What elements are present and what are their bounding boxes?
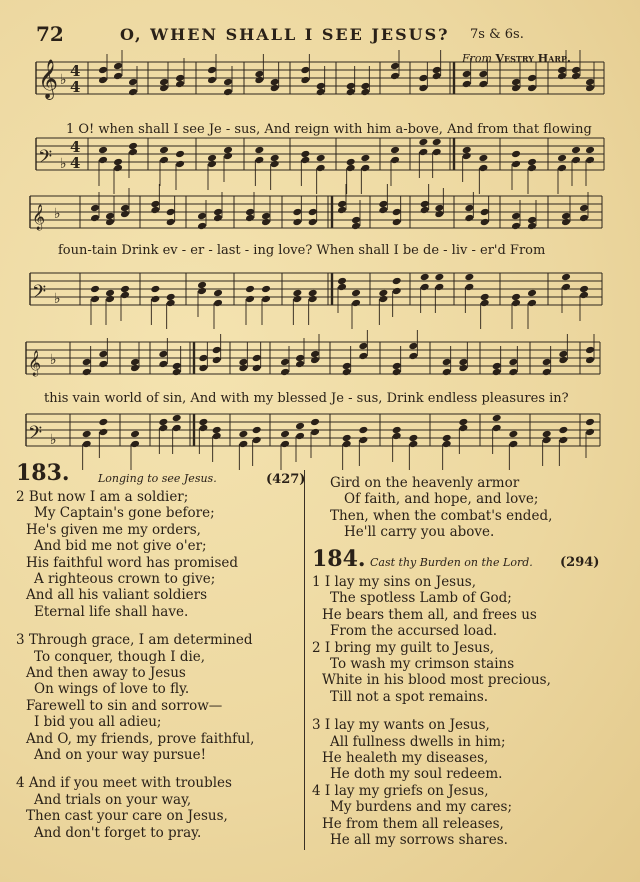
note-head bbox=[558, 350, 568, 359]
verse-line: Farewell to sin and sorrow— bbox=[26, 697, 223, 714]
verse-line: He doth my soul redeem. bbox=[330, 766, 503, 783]
note-head bbox=[478, 154, 488, 163]
page-number: 72 bbox=[36, 22, 64, 46]
note-head bbox=[392, 287, 402, 296]
note-head bbox=[418, 84, 428, 93]
note-head bbox=[197, 222, 207, 231]
verse-line: My Captain's gone before; bbox=[34, 505, 215, 522]
verse-line: He's given me my orders, bbox=[26, 521, 201, 538]
time-signature-bottom: 4 bbox=[70, 154, 81, 172]
flat-sign: ♭ bbox=[60, 72, 67, 88]
note-head bbox=[527, 299, 537, 308]
note-head bbox=[90, 204, 100, 213]
note-head bbox=[197, 212, 207, 221]
note-head bbox=[150, 295, 160, 304]
note-head bbox=[337, 277, 347, 286]
note-head bbox=[342, 434, 352, 443]
note-head bbox=[527, 289, 537, 298]
note-head bbox=[310, 428, 320, 437]
note-head bbox=[358, 426, 368, 435]
note-head bbox=[252, 436, 262, 445]
verse-line: White in his blood most precious, bbox=[322, 672, 551, 689]
verse-line: Then, when the combat's ended, bbox=[330, 507, 553, 524]
note-head bbox=[292, 218, 302, 227]
note-head bbox=[351, 289, 361, 298]
note-head bbox=[418, 74, 428, 83]
flat-sign: ♭ bbox=[50, 432, 57, 448]
note-head bbox=[358, 352, 368, 361]
note-head bbox=[511, 293, 521, 302]
note-head bbox=[316, 154, 326, 163]
lyric-line-1: 1 O! when shall I see Je - sus, And reign with him a-bove, And from that flowing bbox=[66, 122, 592, 137]
note-head bbox=[197, 281, 207, 290]
note-head bbox=[464, 214, 474, 223]
note-head bbox=[511, 212, 521, 221]
note-head bbox=[342, 362, 352, 371]
note-head bbox=[120, 204, 130, 213]
note-head bbox=[434, 283, 444, 292]
note-head bbox=[130, 440, 140, 449]
note-head bbox=[310, 418, 320, 427]
note-head bbox=[462, 70, 472, 79]
verse-line: Of faith, and hope, and love; bbox=[344, 491, 539, 508]
note-head bbox=[252, 354, 262, 363]
note-head bbox=[295, 354, 305, 363]
note-head bbox=[90, 285, 100, 294]
note-head bbox=[579, 214, 589, 223]
verse-line: He bears them all, and frees us bbox=[322, 606, 537, 623]
note-head bbox=[557, 164, 567, 173]
note-head bbox=[292, 208, 302, 217]
hymn-184-subtitle: Cast thy Burden on the Lord. bbox=[370, 556, 533, 569]
note-head bbox=[316, 82, 326, 91]
note-head bbox=[420, 273, 430, 282]
note-head bbox=[432, 148, 442, 157]
note-head bbox=[585, 156, 595, 165]
note-head bbox=[420, 283, 430, 292]
note-head bbox=[464, 273, 474, 282]
note-head bbox=[511, 160, 521, 169]
note-head bbox=[392, 362, 402, 371]
note-head bbox=[527, 84, 537, 93]
note-head bbox=[261, 285, 271, 294]
note-head bbox=[158, 418, 168, 427]
note-head bbox=[295, 432, 305, 441]
note-head bbox=[150, 285, 160, 294]
note-head bbox=[561, 212, 571, 221]
note-head bbox=[300, 66, 310, 75]
note-head bbox=[198, 354, 208, 363]
verse-line: Gird on the heavenly armor bbox=[330, 475, 520, 491]
note-head bbox=[316, 164, 326, 173]
verse-line: I bid you all adieu; bbox=[34, 714, 162, 731]
note-head bbox=[508, 368, 518, 377]
time-signature-top: 4 bbox=[70, 62, 81, 80]
verse-line: Eternal life shall have. bbox=[34, 603, 189, 620]
verse-line: And bid me not give o'er; bbox=[34, 538, 207, 555]
note-head bbox=[542, 430, 552, 439]
verse-line: 4 I lay my griefs on Jesus, bbox=[312, 782, 489, 799]
note-head bbox=[82, 440, 92, 449]
note-head bbox=[98, 66, 108, 75]
note-head bbox=[223, 88, 233, 97]
note-head bbox=[418, 148, 428, 157]
verse-line: All fullness dwells in him; bbox=[330, 733, 506, 750]
note-head bbox=[280, 430, 290, 439]
note-head bbox=[480, 293, 490, 302]
note-head bbox=[492, 424, 502, 433]
note-head bbox=[223, 78, 233, 87]
verse-line: And trials on your way, bbox=[34, 791, 192, 808]
note-head bbox=[390, 62, 400, 71]
note-head bbox=[245, 208, 255, 217]
verse-line: A righteous crown to give; bbox=[34, 571, 216, 587]
note-head bbox=[571, 156, 581, 165]
note-head bbox=[346, 82, 356, 91]
note-head bbox=[408, 352, 418, 361]
note-head bbox=[198, 364, 208, 373]
note-head bbox=[295, 422, 305, 431]
verse-line: 2 But now I am a soldier; bbox=[16, 489, 189, 505]
note-head bbox=[434, 204, 444, 213]
note-head bbox=[90, 214, 100, 223]
note-head bbox=[390, 146, 400, 155]
note-head bbox=[358, 436, 368, 445]
flat-sign: ♭ bbox=[54, 291, 61, 307]
note-head bbox=[478, 80, 488, 89]
verse-line: He all my sorrows shares. bbox=[330, 832, 508, 848]
note-head bbox=[360, 154, 370, 163]
note-head bbox=[442, 368, 452, 377]
note-head bbox=[280, 440, 290, 449]
note-head bbox=[571, 66, 581, 75]
note-head bbox=[120, 285, 130, 294]
note-head bbox=[175, 160, 185, 169]
note-head bbox=[207, 76, 217, 85]
verse-line: He'll carry you above. bbox=[344, 524, 495, 541]
note-head bbox=[254, 146, 264, 155]
note-head bbox=[212, 346, 222, 355]
note-head bbox=[585, 346, 595, 355]
note-head bbox=[378, 289, 388, 298]
note-head bbox=[458, 358, 468, 367]
note-head bbox=[527, 216, 537, 225]
verse-line: And on your way pursue! bbox=[34, 747, 207, 763]
bass-clef: 𝄢 bbox=[32, 282, 47, 307]
note-head bbox=[280, 368, 290, 377]
verse-line: And don't forget to pray. bbox=[34, 824, 202, 841]
flat-sign: ♭ bbox=[60, 156, 67, 172]
note-head bbox=[82, 368, 92, 377]
note-head bbox=[527, 74, 537, 83]
note-head bbox=[90, 295, 100, 304]
note-head bbox=[527, 158, 537, 167]
note-head bbox=[207, 154, 217, 163]
note-head bbox=[172, 424, 182, 433]
verse-line: And all his valiant soldiers bbox=[26, 587, 208, 604]
note-head bbox=[508, 430, 518, 439]
lyric-line-3: this vain world of sin, And with my blessed Je - sus, Drink endless pleasures in? bbox=[44, 391, 569, 406]
hymn-183-reference: (427) bbox=[266, 472, 306, 487]
note-head bbox=[82, 430, 92, 439]
note-head bbox=[105, 289, 115, 298]
verse-line: 3 Through grace, I am determined bbox=[16, 632, 253, 649]
note-head bbox=[579, 204, 589, 213]
note-head bbox=[351, 216, 361, 225]
note-head bbox=[113, 62, 123, 71]
note-head bbox=[130, 430, 140, 439]
note-head bbox=[571, 146, 581, 155]
note-head bbox=[561, 273, 571, 282]
note-head bbox=[82, 358, 92, 367]
note-head bbox=[238, 358, 248, 367]
note-head bbox=[113, 72, 123, 81]
note-head bbox=[254, 156, 264, 165]
note-head bbox=[458, 418, 468, 427]
note-head bbox=[300, 76, 310, 85]
note-head bbox=[159, 78, 169, 87]
note-head bbox=[158, 350, 168, 359]
note-head bbox=[308, 289, 318, 298]
note-head bbox=[480, 208, 490, 217]
treble-clef: 𝄞 bbox=[38, 59, 59, 99]
note-head bbox=[508, 440, 518, 449]
note-head bbox=[213, 208, 223, 217]
note-head bbox=[166, 218, 176, 227]
note-head bbox=[270, 78, 280, 87]
note-head bbox=[478, 164, 488, 173]
verse-line: His faithful word has promised bbox=[26, 554, 239, 571]
note-head bbox=[579, 285, 589, 294]
note-head bbox=[390, 156, 400, 165]
note-head bbox=[557, 154, 567, 163]
note-head bbox=[310, 350, 320, 359]
note-head bbox=[238, 430, 248, 439]
note-head bbox=[378, 200, 388, 209]
verse-line: Then cast your care on Jesus, bbox=[26, 808, 228, 825]
note-head bbox=[464, 283, 474, 292]
verse-line: He healeth my diseases, bbox=[322, 750, 489, 766]
note-head bbox=[308, 208, 318, 217]
lyric-line-2: foun-tain Drink ev - er - last - ing love? When shall I be de - liv - er'd From bbox=[58, 243, 546, 258]
note-head bbox=[150, 200, 160, 209]
note-head bbox=[585, 356, 595, 365]
note-head bbox=[128, 78, 138, 87]
time-signature-top: 4 bbox=[70, 138, 81, 156]
verse-line: And O, my friends, prove faithful, bbox=[26, 730, 255, 747]
note-head bbox=[392, 277, 402, 286]
note-head bbox=[261, 295, 271, 304]
note-head bbox=[558, 426, 568, 435]
verse-line: Till not a spot remains. bbox=[330, 688, 489, 705]
note-head bbox=[238, 440, 248, 449]
note-head bbox=[432, 138, 442, 147]
note-head bbox=[166, 293, 176, 302]
verse-line: 4 And if you meet with troubles bbox=[16, 775, 232, 792]
note-head bbox=[175, 150, 185, 159]
verse-line: The spotless Lamb of God; bbox=[330, 590, 512, 607]
note-head bbox=[462, 146, 472, 155]
note-head bbox=[213, 289, 223, 298]
source-name: Vestry Harp. bbox=[495, 52, 571, 65]
note-head bbox=[166, 208, 176, 217]
note-head bbox=[261, 212, 271, 221]
note-head bbox=[511, 78, 521, 87]
column-divider bbox=[304, 470, 305, 850]
note-head bbox=[212, 356, 222, 365]
note-head bbox=[158, 360, 168, 369]
note-head bbox=[159, 156, 169, 165]
note-head bbox=[392, 218, 402, 227]
note-head bbox=[585, 418, 595, 427]
note-head bbox=[346, 158, 356, 167]
note-head bbox=[252, 364, 262, 373]
note-head bbox=[207, 66, 217, 75]
note-head bbox=[113, 158, 123, 167]
note-head bbox=[557, 66, 567, 75]
note-head bbox=[308, 218, 318, 227]
note-head bbox=[172, 362, 182, 371]
note-head bbox=[508, 358, 518, 367]
note-head bbox=[337, 200, 347, 209]
verse-line: To conquer, though I die, bbox=[34, 648, 206, 665]
note-head bbox=[492, 414, 502, 423]
note-head bbox=[511, 222, 521, 231]
note-head bbox=[300, 150, 310, 159]
note-head bbox=[351, 299, 361, 308]
flat-sign: ♭ bbox=[50, 352, 57, 368]
hymn-183-number: 183. bbox=[16, 460, 70, 486]
note-head bbox=[270, 154, 280, 163]
note-head bbox=[542, 358, 552, 367]
note-head bbox=[442, 434, 452, 443]
note-head bbox=[98, 350, 108, 359]
note-head bbox=[198, 418, 208, 427]
note-head bbox=[408, 342, 418, 351]
verse-line: And then away to Jesus bbox=[26, 665, 186, 681]
note-head bbox=[98, 76, 108, 85]
note-head bbox=[98, 146, 108, 155]
note-head bbox=[358, 342, 368, 351]
note-head bbox=[408, 434, 418, 443]
flat-sign: ♭ bbox=[54, 206, 61, 222]
note-head bbox=[213, 299, 223, 308]
note-head bbox=[128, 88, 138, 97]
source-prefix: From bbox=[462, 52, 492, 65]
bass-clef: 𝄢 bbox=[28, 423, 43, 448]
note-head bbox=[492, 362, 502, 371]
verse-line: From the accursed load. bbox=[330, 623, 498, 640]
note-head bbox=[254, 70, 264, 79]
note-head bbox=[128, 142, 138, 151]
note-head bbox=[478, 70, 488, 79]
treble-clef: 𝄞 bbox=[32, 205, 46, 230]
note-head bbox=[561, 283, 571, 292]
verse-line: 2 I bring my guilt to Jesus, bbox=[312, 639, 495, 656]
note-head bbox=[418, 138, 428, 147]
note-head bbox=[105, 212, 115, 221]
note-head bbox=[280, 358, 290, 367]
verse-line: He from them all releases, bbox=[322, 815, 504, 832]
note-head bbox=[585, 78, 595, 87]
treble-clef: 𝄞 bbox=[28, 351, 42, 376]
note-head bbox=[130, 358, 140, 367]
note-head bbox=[434, 273, 444, 282]
note-head bbox=[360, 82, 370, 91]
note-head bbox=[558, 436, 568, 445]
note-head bbox=[585, 146, 595, 155]
note-head bbox=[360, 164, 370, 173]
note-head bbox=[98, 418, 108, 427]
verse-line: To wash my crimson stains bbox=[330, 656, 515, 672]
verse-line: 1 I lay my sins on Jesus, bbox=[312, 574, 477, 590]
note-head bbox=[98, 156, 108, 165]
hymn-183-subtitle: Longing to see Jesus. bbox=[98, 472, 217, 485]
bass-clef: 𝄢 bbox=[38, 147, 53, 172]
note-head bbox=[542, 368, 552, 377]
note-head bbox=[392, 208, 402, 217]
note-head bbox=[175, 74, 185, 83]
note-head bbox=[98, 428, 108, 437]
note-head bbox=[464, 204, 474, 213]
note-head bbox=[245, 285, 255, 294]
note-head bbox=[159, 146, 169, 155]
note-head bbox=[432, 66, 442, 75]
time-signature-bottom: 4 bbox=[70, 78, 81, 96]
note-head bbox=[252, 426, 262, 435]
hymn-184-number: 184. bbox=[312, 546, 366, 572]
note-head bbox=[245, 295, 255, 304]
note-head bbox=[462, 80, 472, 89]
note-head bbox=[212, 426, 222, 435]
note-head bbox=[585, 428, 595, 437]
note-head bbox=[442, 358, 452, 367]
note-head bbox=[98, 360, 108, 369]
note-head bbox=[223, 146, 233, 155]
note-head bbox=[511, 150, 521, 159]
note-head bbox=[292, 289, 302, 298]
verse-line: My burdens and my cares; bbox=[330, 799, 512, 816]
verse-line: On wings of love to fly. bbox=[34, 681, 190, 698]
meter-label: 7s & 6s. bbox=[470, 27, 524, 42]
hymn-title: O, WHEN SHALL I SEE JESUS? bbox=[120, 25, 450, 44]
note-head bbox=[480, 218, 490, 227]
hymn-184-reference: (294) bbox=[560, 555, 600, 570]
note-head bbox=[420, 200, 430, 209]
note-head bbox=[172, 414, 182, 423]
note-head bbox=[392, 426, 402, 435]
verse-line: 3 I lay my wants on Jesus, bbox=[312, 717, 490, 734]
note-head bbox=[390, 72, 400, 81]
